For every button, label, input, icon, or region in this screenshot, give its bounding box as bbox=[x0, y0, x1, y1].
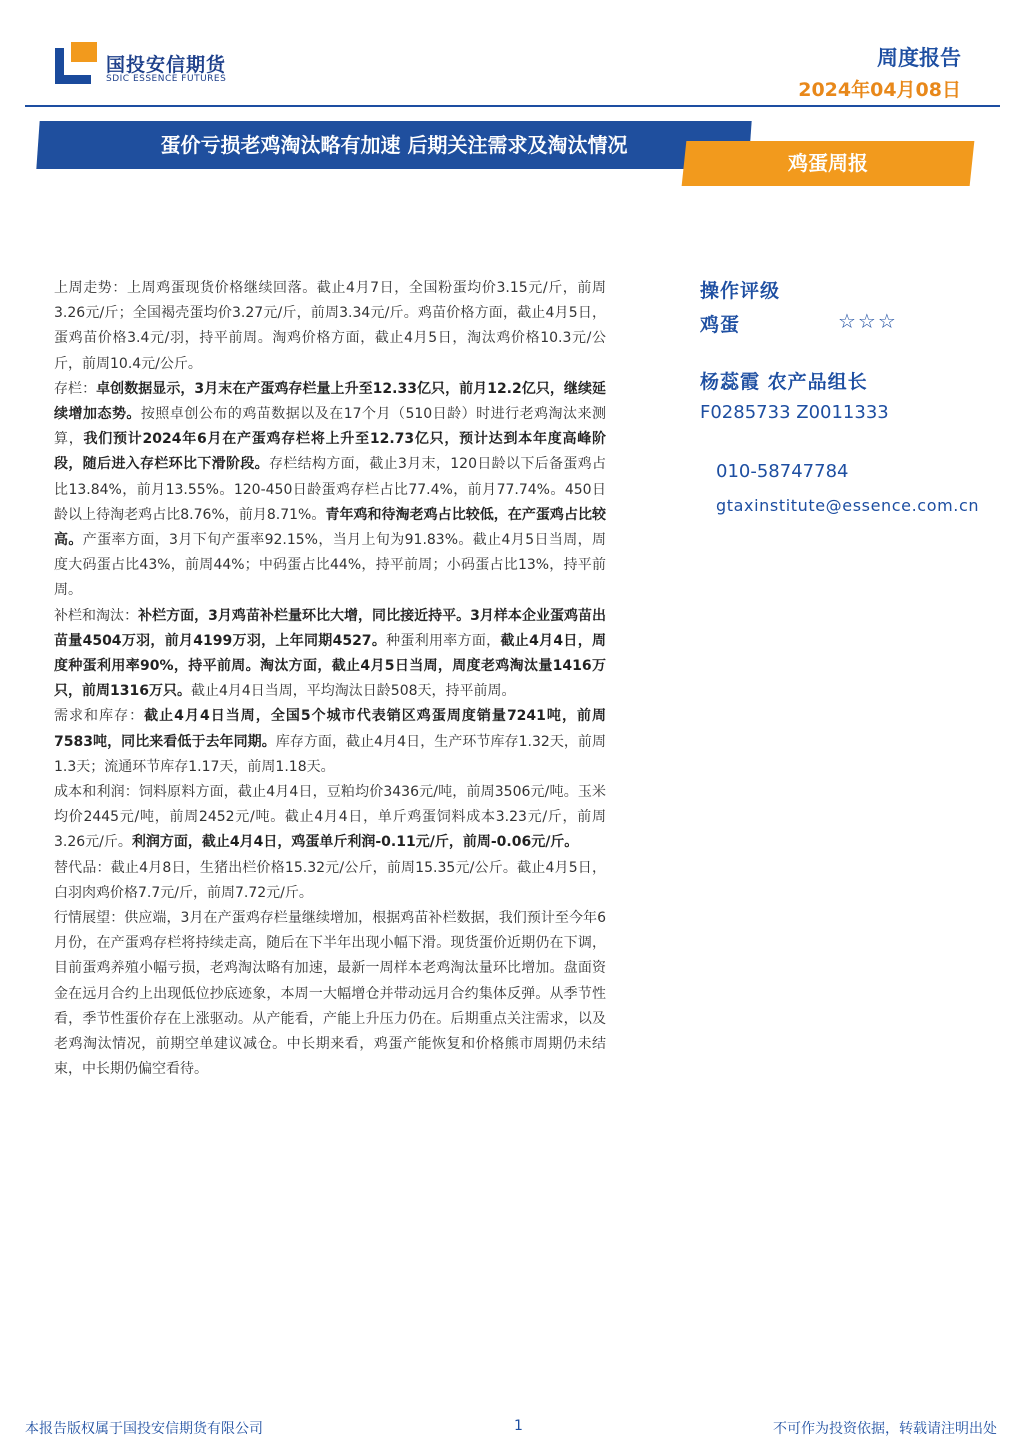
analyst-license: F0285733 Z0011333 bbox=[700, 402, 889, 423]
page-number: 1 bbox=[514, 1418, 523, 1434]
paragraph-cost-profit: 成本和利润：饲料原料方面，截止4月4日，豆粕均价3436元/吨，前周3506元/吨。玉米均价2445元/吨，前周2452元/吨。截止4月4日，单斤鸡蛋饲料成本3.23元/斤，前周3.26元/斤。利润方面，截止4月4日，鸡蛋单斤利润-0.11元/斤，前周-0.06元/斤。 bbox=[54, 784, 606, 851]
report-tag: 鸡蛋周报 bbox=[788, 151, 868, 175]
rating-stars-icon: ☆☆☆ bbox=[838, 309, 898, 333]
analyst-name: 杨蕊霞 农产品组长 bbox=[700, 371, 868, 393]
report-body bbox=[54, 276, 606, 1083]
contact-email[interactable]: gtaxinstitute@essence.com.cn bbox=[716, 496, 980, 515]
rating-product: 鸡蛋 bbox=[700, 314, 741, 336]
brand-name-cn: 国投安信期货 bbox=[106, 54, 227, 76]
brand-name-en: SDIC ESSENCE FUTURES bbox=[106, 74, 227, 84]
paragraph-replenish-cull: 补栏和淘汰：补栏方面，3月鸡苗补栏量环比大增，同比接近持平。3月样本企业蛋鸡苗出苗量4504万羽，前月4199万羽，上年同期4527。种蛋利用率方面，截止4月4日，周度种蛋利用率90%，持平前周。淘汰方面，截止4月5日当周，周度老鸡淘汰量1416万只，前周1316万只。截止4月4日当周，平均淘汰日龄508天，持平前周。 bbox=[54, 607, 607, 700]
company-logo-icon bbox=[55, 42, 97, 84]
paragraph-inventory: 存栏：卓创数据显示，3月末在产蛋鸡存栏量上升至12.33亿只，前月12.2亿只，继续延续增加态势。按照卓创公布的鸡苗数据以及在17个月（510日龄）时进行老鸡淘汰来测算，我们预计2024年6月在产蛋鸡存栏将上升至12.73亿只，预计达到本年度高峰阶段，随后进入存栏环比下滑阶段。存栏结构方面，截止3月末，120日龄以下后备蛋鸡占比13.84%，前月13.55%。120-450日龄蛋鸡存栏占比77.4%，前月77.74%。450日龄以上待淘老鸡占比8.76%，前月8.71%。青年鸡和待淘老鸡占比较低，在产蛋鸡占比较高。产蛋率方面，3月下旬产蛋率92.15%，当月上旬为91.83%。截止4月5日当周，周度大码蛋占比43%，前周44%；中码蛋占比44%，持平前周；小码蛋占比13%，持平前周。 bbox=[54, 380, 607, 599]
paragraph-outlook: 行情展望：供应端，3月在产蛋鸡存栏量继续增加，根据鸡苗补栏数据，我们预计至今年6月份，在产蛋鸡存栏将持续走高，随后在下半年出现小幅下滑。现货蛋价近期仍在下调，目前蛋鸡养殖小幅亏损，老鸡淘汰略有加速，最新一周样本老鸡淘汰量环比增加。盘面资金在远月合约上出现低位抄底迹象，本周一大幅增仓并带动远月合约集体反弹。从季节性看，季节性蛋价存在上涨驱动。从产能看，产能上升压力仍在。后期重点关注需求，以及老鸡淘汰情况，前期空单建议减仓。中长期来看，鸡蛋产能恢复和价格熊市周期仍未结束，中长期仍偏空看待。 bbox=[54, 910, 607, 1078]
header-divider bbox=[25, 105, 1000, 107]
report-date: 2024年04月08日 bbox=[798, 79, 961, 101]
footer-disclaimer: 不可作为投资依据，转载请注明出处 bbox=[773, 1421, 997, 1437]
paragraph-demand-stock: 需求和库存：截止4月4日当周，全国5个城市代表销区鸡蛋周度销量7241吨，前周7583吨，同比来看低于去年同期。库存方面，截止4月4日，生产环节库存1.32天，前周1.3天；流通环节库存1.17天，前周1.18天。 bbox=[54, 708, 607, 775]
contact-phone: 010-58747784 bbox=[716, 461, 849, 482]
report-type: 周度报告 bbox=[877, 46, 961, 70]
rating-heading: 操作评级 bbox=[700, 280, 781, 302]
report-title: 蛋价亏损老鸡淘汰略有加速 后期关注需求及淘汰情况 bbox=[160, 133, 628, 157]
footer-copyright: 本报告版权属于国投安信期货有限公司 bbox=[25, 1421, 263, 1437]
paragraph-weekly-trend: 上周走势：上周鸡蛋现货价格继续回落。截止4月7日，全国粉蛋均价3.15元/斤，前周3.26元/斤；全国褐壳蛋均价3.27元/斤，前周3.34元/斤。鸡苗价格方面，截止4月5日，蛋鸡苗价格3.4元/羽，持平前周。淘鸡价格方面，截止4月5日，淘汰鸡价格10.3元/公斤，前周10.4元/公斤。 bbox=[54, 280, 607, 372]
paragraph-substitutes: 替代品：截止4月8日，生猪出栏价格15.32元/公斤，前周15.35元/公斤。截止4月5日，白羽肉鸡价格7.7元/斤，前周7.72元/斤。 bbox=[54, 859, 606, 901]
